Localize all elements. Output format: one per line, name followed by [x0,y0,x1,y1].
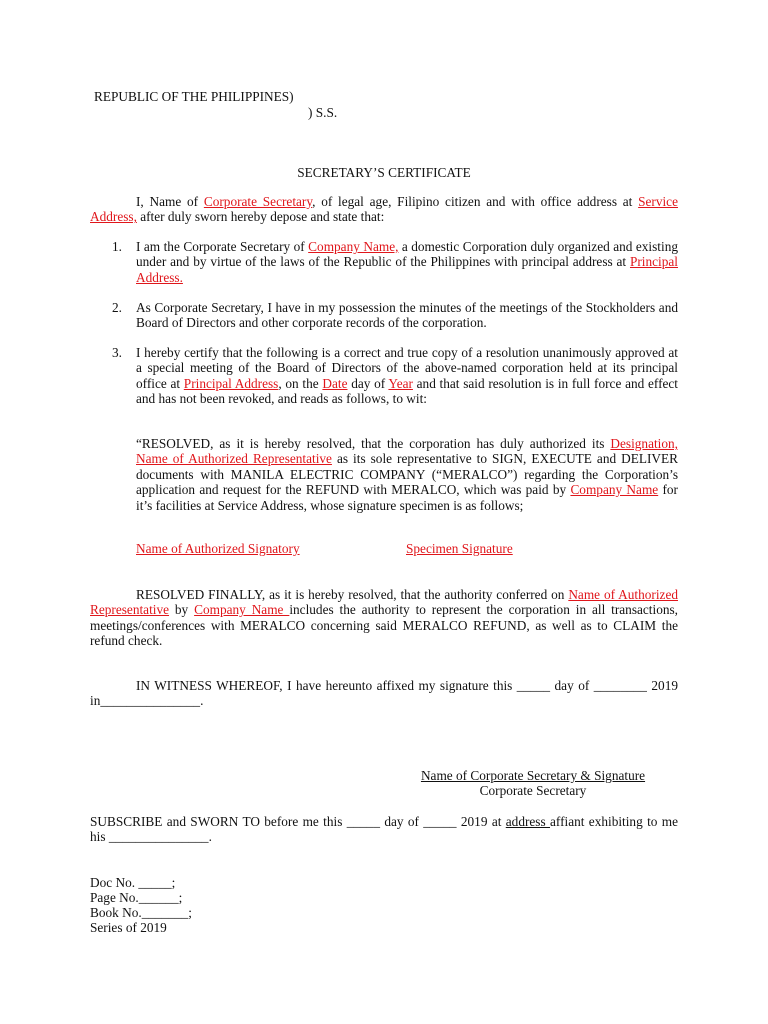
placeholder-authorized-representative: Name of Authorized Representative [90,587,678,618]
intro-paragraph [90,194,678,225]
item-text: , on the [278,375,323,391]
notary-series: Series of 2019 [90,920,167,935]
resolved-text: for it’s facilities at Service Address, whose signature specimen is as follows; [136,482,678,513]
placeholder-date: Date [322,375,348,391]
placeholder-service-address: Service Address, [90,194,678,225]
item-2-paragraph [136,300,678,331]
item-number: 2. [112,300,122,315]
placeholder-principal-address: Principal Address. [136,254,678,285]
placeholder-company-name: Company Name [194,602,290,618]
placeholder-authorized-representative: Designation, Name of Authorized Representative [136,436,678,467]
item-text: As Corporate Secretary, I have in my possession the minutes of the meetings of the Stockholders and Board of Directors and other corporate records of the corporation. [136,300,678,331]
item-text: I am the Corporate Secretary of [136,239,309,254]
placeholder-company-name: Company Name, [308,239,399,254]
resolved-text: as its sole representative to SIGN, EXECUTE and DELIVER documents with MANILA ELECTRIC COMPANY (“MERALCO”) regarding the Corporation’s application and request for the REFUND with MERALCO, which was paid by [136,451,678,498]
placeholder-company-name: Company Name [570,482,659,498]
item-1-paragraph [136,239,678,285]
signature-position: Corporate Secretary [479,783,587,798]
resolved-finally-text: includes the authority to represent the corporation in all transactions, meetings/conferences with MERALCO concerning said MERALCO REFUND, as well as to CLAIM the refund check. [90,602,678,649]
notary-doc-no: Doc No. _____; [90,875,176,890]
placeholder-year: Year [388,375,413,391]
item-number: 1. [112,239,122,254]
resolved-paragraph [136,436,678,513]
placeholder-corporate-secretary: Corporate Secretary [203,194,313,209]
intro-text: , of legal age, Filipino citizen and with office address at [312,194,639,209]
item-number: 3. [112,345,122,360]
venue-ss: ) S.S. [308,105,338,120]
notary-book-no: Book No._______; [90,905,192,920]
placeholder-address: address [505,814,550,829]
notary-page-no: Page No.______; [90,890,183,905]
subscribe-text: SUBSCRIBE and SWORN TO before me this _____ day of _____ 2019 at [90,814,506,829]
resolved-finally-paragraph [90,587,678,649]
page-title: SECRETARY’S CERTIFICATE [297,165,471,180]
resolved-finally-text: RESOLVED FINALLY, as it is hereby resolved, that the authority conferred on [136,587,569,602]
signature-name-line: Name of Corporate Secretary & Signature [420,768,646,783]
specimen-signature-label: Specimen Signature [406,541,513,556]
venue-republic: REPUBLIC OF THE PHILIPPINES) [94,89,294,104]
intro-text: I, Name of [136,194,204,209]
item-3-paragraph [136,345,678,407]
placeholder-principal-address: Principal Address [183,375,279,391]
subscribe-paragraph [90,814,678,845]
resolved-text: “RESOLVED, as it is hereby resolved, that the corporation has duly authorized its [136,436,611,451]
witness-paragraph: IN WITNESS WHEREOF, I have hereunto affixed my signature this _____ day of ________ 2019 in_______________. [90,678,678,709]
resolved-finally-text: by [169,602,195,618]
item-text: a domestic Corporation duly organized and existing under and by virtue of the laws of the Republic of the Philippines with principal address at [136,239,678,270]
item-text: I hereby certify that the following is a correct and true copy of a resolution unanimously approved at a special meeting of the Board of Directors of the above-named corporation held at its principal office at [136,345,678,391]
item-text: and that said resolution is in full force and effect and has not been revoked, and reads as follows, to wit: [136,375,678,407]
intro-text: after duly sworn hereby depose and state that: [136,209,385,225]
subscribe-text: affiant exhibiting to me his _______________. [90,814,679,845]
item-text: day of [347,375,389,391]
authorized-signatory-label: Name of Authorized Signatory [136,541,300,556]
